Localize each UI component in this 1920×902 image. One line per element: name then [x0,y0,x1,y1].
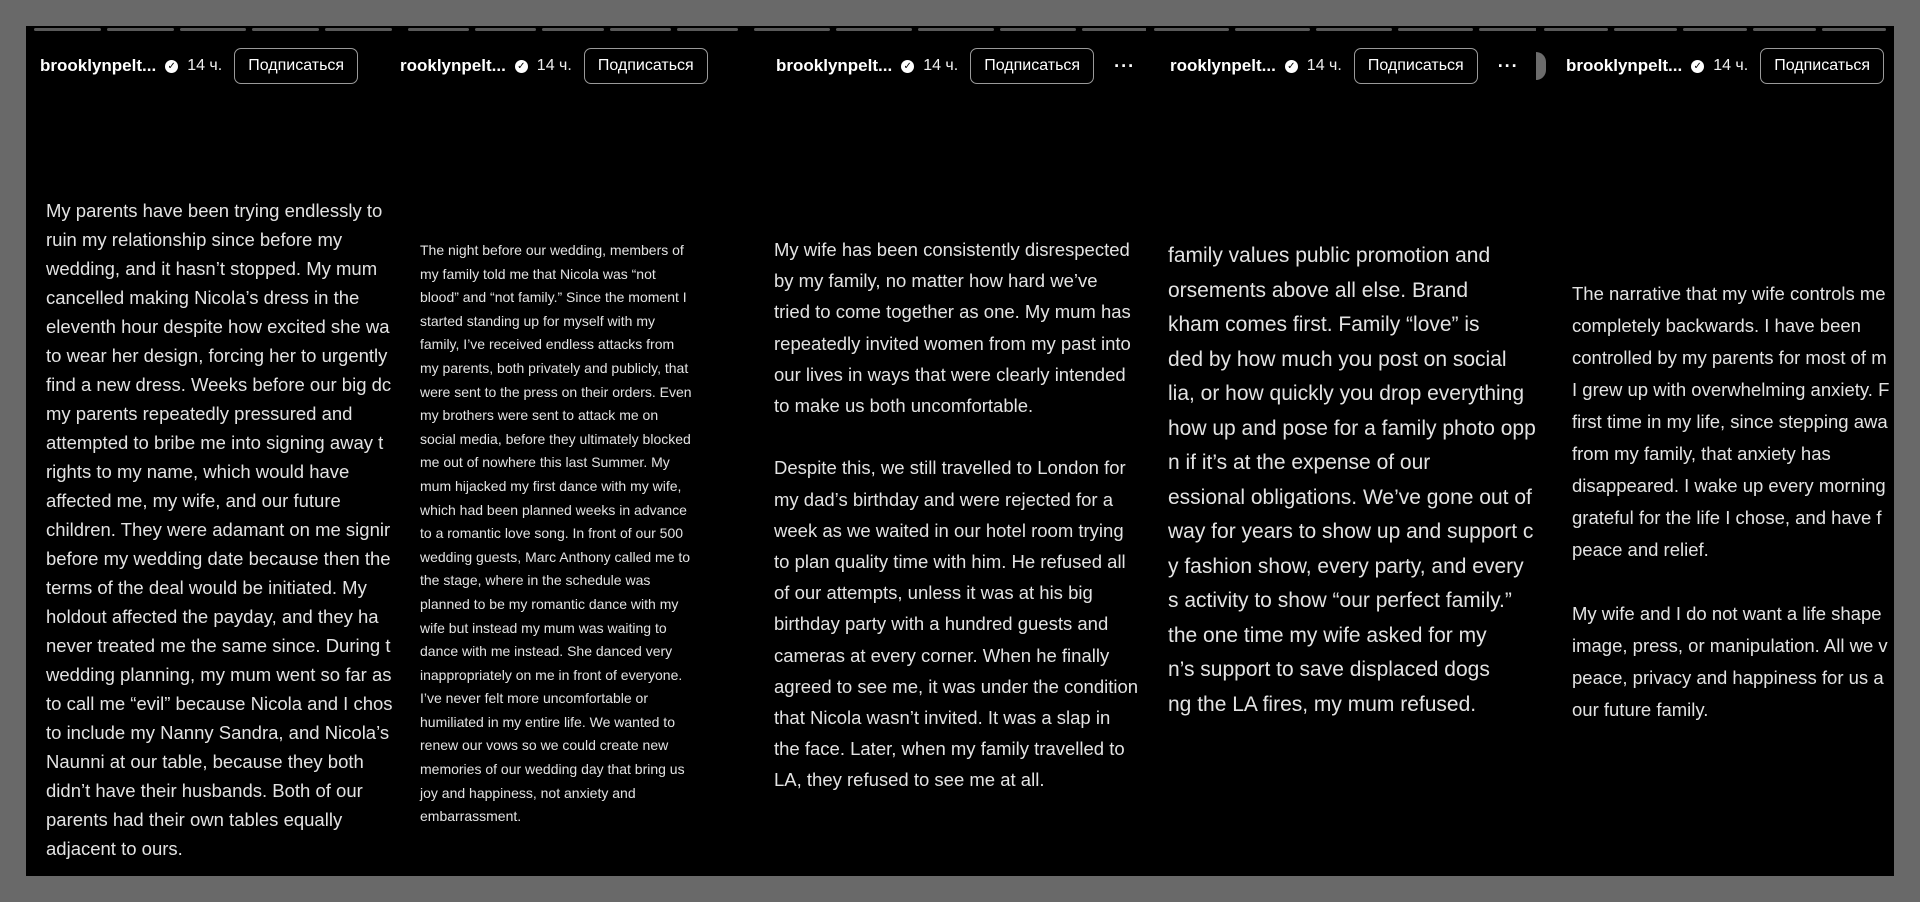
story-4[interactable] [1146,26,1562,876]
story-progress-bar [754,28,1158,31]
verified-badge-icon: ✓ [1285,60,1298,73]
post-time: 14 ч. [1713,57,1749,74]
story-5[interactable] [1536,26,1894,876]
follow-button[interactable]: Подписаться [970,48,1094,84]
story-header [746,46,1166,86]
username[interactable]: rooklynpelt... [400,56,506,75]
story-text: family values public promotion and orsements above all else. Brand kham comes first. Family “love” is ded by how much you post on social lia, or how quickly you drop everything how up and pose for a family photo opp n if it’s at the expense of our essional obligations. We’ve gone out of way for years to show up and support c y fashion show, every party, and every s activity to show “our perfect family.” the one time my wife asked for my n’s support to save displaced dogs ng the LA fires, my mum refused. [1168,244,1536,716]
follow-button[interactable]: Подписаться [1760,48,1884,84]
more-options-icon[interactable]: ··· [1114,55,1136,76]
story-header [1146,46,1562,86]
story-text: The night before our wedding, members of my family told me that Nicola was “not blood” and “not family.” Since the moment I started standing up for myself with my family, I’ve received endless attacks from my parents, both privately and publicly, that were sent to the press on their orders. Even my brothers were sent to attack me on social media, before they ultimately blocked me out of nowhere this last Summer. My mum hijacked my first dance with my wife, which had been planned weeks in advance to a romantic love song. In front of our 500 wedding guests, Marc Anthony called me to the stage, where in the schedule was planned to be my romantic dance with my wife but instead my mum was waiting to dance with me instead. She danced very inappropriately on me in front of everyone. I’ve never felt more uncomfortable or humiliated in my entire life. We wanted to renew our vows so we could create new memories of our wedding day that bring us joy and happiness, not anxiety and embarrassment. [420,242,692,825]
follow-button[interactable]: Подписаться [234,48,358,84]
username[interactable]: brooklynpelt... [776,56,893,75]
verified-badge-icon: ✓ [165,60,178,73]
post-time: 14 ч. [923,57,959,74]
story-progress-bar [34,28,392,31]
stories-collage [26,26,1894,876]
story-text: My parents have been trying endlessly to ruin my relationship since before my wedding, and it hasn’t stopped. My mum cancelled making Nicola’s dress in the eleventh hour despite how excited she wa to wear her design, forcing her to urgently find a new dress. Weeks before our big dc my parents repeatedly pressured and attempted to bribe me into signing away t rights to my name, which would have affected me, my wife, and our future children. They were adamant on me signir before my wedding date because then the terms of the deal would be initiated. My holdout affected the payday, and they ha never treated me the same since. During t wedding planning, my mum went so far as to call me “evil” because Nicola and I chos to include my Nanny Sandra, and Nicola’s Naunni at our table, because they both didn’t have their husbands. Both of our parents had their own tables equally adjacent to ours. [46,200,393,859]
story-header [26,46,400,86]
verified-badge-icon: ✓ [1691,60,1704,73]
avatar[interactable] [1536,52,1546,80]
story-text: The narrative that my wife controls me completely backwards. I have been controlled by my parents for most of m I grew up with overwhelming anxiety. F first time in my life, since stepping awa from my family, that anxiety has disappeared. I wake up every morning grateful for the life I chose, and have f peace and relief. My wife and I do not want a life shape image, press, or manipulation. All we v peace, privacy and happiness for us a our future family. [1572,283,1890,720]
story-progress-bar [1154,28,1554,31]
story-progress-bar [1544,28,1886,31]
username[interactable]: rooklynpelt... [1170,56,1276,75]
post-time: 14 ч. [187,57,223,74]
story-2[interactable] [400,26,746,876]
post-time: 14 ч. [536,57,572,74]
story-3[interactable] [746,26,1166,876]
username[interactable]: brooklynpelt... [1566,56,1683,75]
follow-button[interactable]: Подписаться [584,48,708,84]
story-text: My wife has been consistently disrespected by my family, no matter how hard we’ve tried to come together as one. My mum has repeatedly invited women from my past into our lives in ways that were clearly intended to make us both uncomfortable. Despite this, we still travelled to London for my dad’s birthday and were rejected for a week as we waited in our hotel room trying to plan quality time with him. He refused all of our attempts, unless it was at his big birthday party with a hundred guests and cameras at every corner. When he finally agreed to see me, it was under the condition that Nicola wasn’t invited. It was a slap in the face. Later, when my family travelled to LA, they refused to see me at all. [774,239,1139,791]
verified-badge-icon: ✓ [901,60,914,73]
story-header [1536,46,1894,86]
story-progress-bar [408,28,738,31]
story-header [400,46,746,86]
post-time: 14 ч. [1306,57,1342,74]
follow-button[interactable]: Подписаться [1354,48,1478,84]
verified-badge-icon: ✓ [515,60,528,73]
story-1[interactable] [26,26,400,876]
more-options-icon[interactable]: ··· [1497,55,1519,76]
username[interactable]: brooklynpelt... [40,56,157,75]
